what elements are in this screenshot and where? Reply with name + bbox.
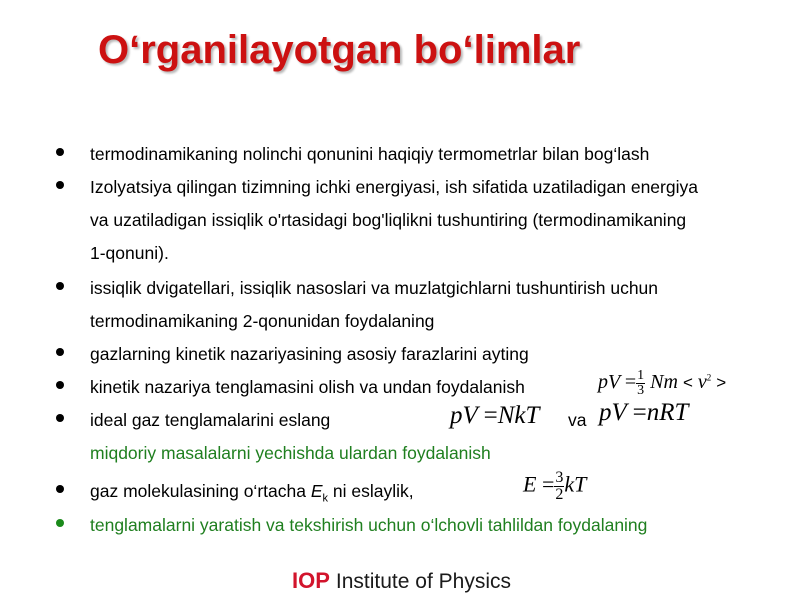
energy-lhs: E [523,471,537,497]
ideal2-lhs: pV [599,399,627,426]
bullet-2-line3: 1-qonuni). [90,243,169,263]
bullet-dot [56,485,64,493]
bullet-6-line1: ideal gaz tenglamalarini eslang [90,410,331,430]
kinetic-exp: 2 [706,372,712,383]
bullet-dot [56,148,64,156]
kinetic-fraction [636,369,645,398]
bullet-7-text-b: ni eslaylik, [328,481,414,501]
kinetic-theory-equation [598,369,726,398]
bullet-dot [56,181,64,189]
mean-kinetic-energy-equation [523,470,586,503]
ideal1-eq: = [483,402,498,429]
ideal-gas-equation-moles [599,400,688,425]
bullet-4-text: gazlarning kinetik nazariyasining asosiy farazlarini ayting [90,344,529,364]
ideal1-lhs: pV [450,402,478,429]
kinetic-eq: = [624,371,637,394]
iop-logo [292,568,511,594]
kinetic-mid: Nm [650,371,678,394]
ideal2-rhs: nRT [646,399,689,426]
bullet-7-text-a: gaz molekulasining o‘rtacha [90,481,311,501]
bullet-1-text: termodinamikaning nolinchi qonunini haqiqiy termometrlar bilan bog‘lash [90,144,650,164]
bullet-dot [56,348,64,356]
iop-logo-name: Institute of Physics [335,570,511,593]
bullet-dot [56,381,64,389]
bullet-5-text: kinetik nazariya tenglamasini olish va undan foydalanish [90,377,525,397]
bullet-6-line2: miqdoriy masalalarni yechishda ulardan foydalanish [90,443,491,463]
bullet-8-text: tenglamalarni yaratish va tekshirish uchun o‘lchovli tahlildan foydalaning [90,515,648,535]
kinetic-den: 3 [637,383,645,398]
energy-fraction [554,470,564,503]
bullet-6-connector: va [568,410,587,430]
energy-rhs: kT [564,471,587,497]
energy-num: 3 [555,469,564,486]
energy-eq: = [541,471,555,497]
ideal2-eq: = [632,399,647,426]
bullet-dot [56,414,64,422]
energy-subscript: k [322,492,329,505]
ideal-gas-equation-molecules [450,403,539,428]
iop-logo-mark: IOP [292,568,330,593]
ideal1-rhs: NkT [497,402,540,429]
kinetic-lhs: pV [598,371,620,394]
energy-den: 2 [555,486,564,503]
kinetic-gt: > [716,373,727,393]
kinetic-lt: < [682,373,693,393]
slide-title: O‘rganilayotgan bo‘limlar [98,28,581,72]
bullet-dot [56,282,64,290]
bullet-7-text [90,481,414,509]
kinetic-v: v [697,371,707,394]
bullet-dot [56,519,64,527]
kinetic-num: 1 [637,368,645,383]
bullet-2-line1: Izolyatsiya qilingan tizimning ichki energiyasi, ish sifatida uzatiladigan energiya [90,177,698,197]
bullet-3-line2: termodinamikaning 2-qonunidan foydalaning [90,311,435,331]
bullet-3-line1: issiqlik dvigatellari, issiqlik nasoslari va muzlatgichlarni tushuntirish uchun [90,278,659,298]
bullet-2-line2: va uzatiladigan issiqlik o'rtasidagi bog'liqlikni tushuntiring (termodinamikaning [90,210,687,230]
energy-symbol: E [310,481,323,501]
